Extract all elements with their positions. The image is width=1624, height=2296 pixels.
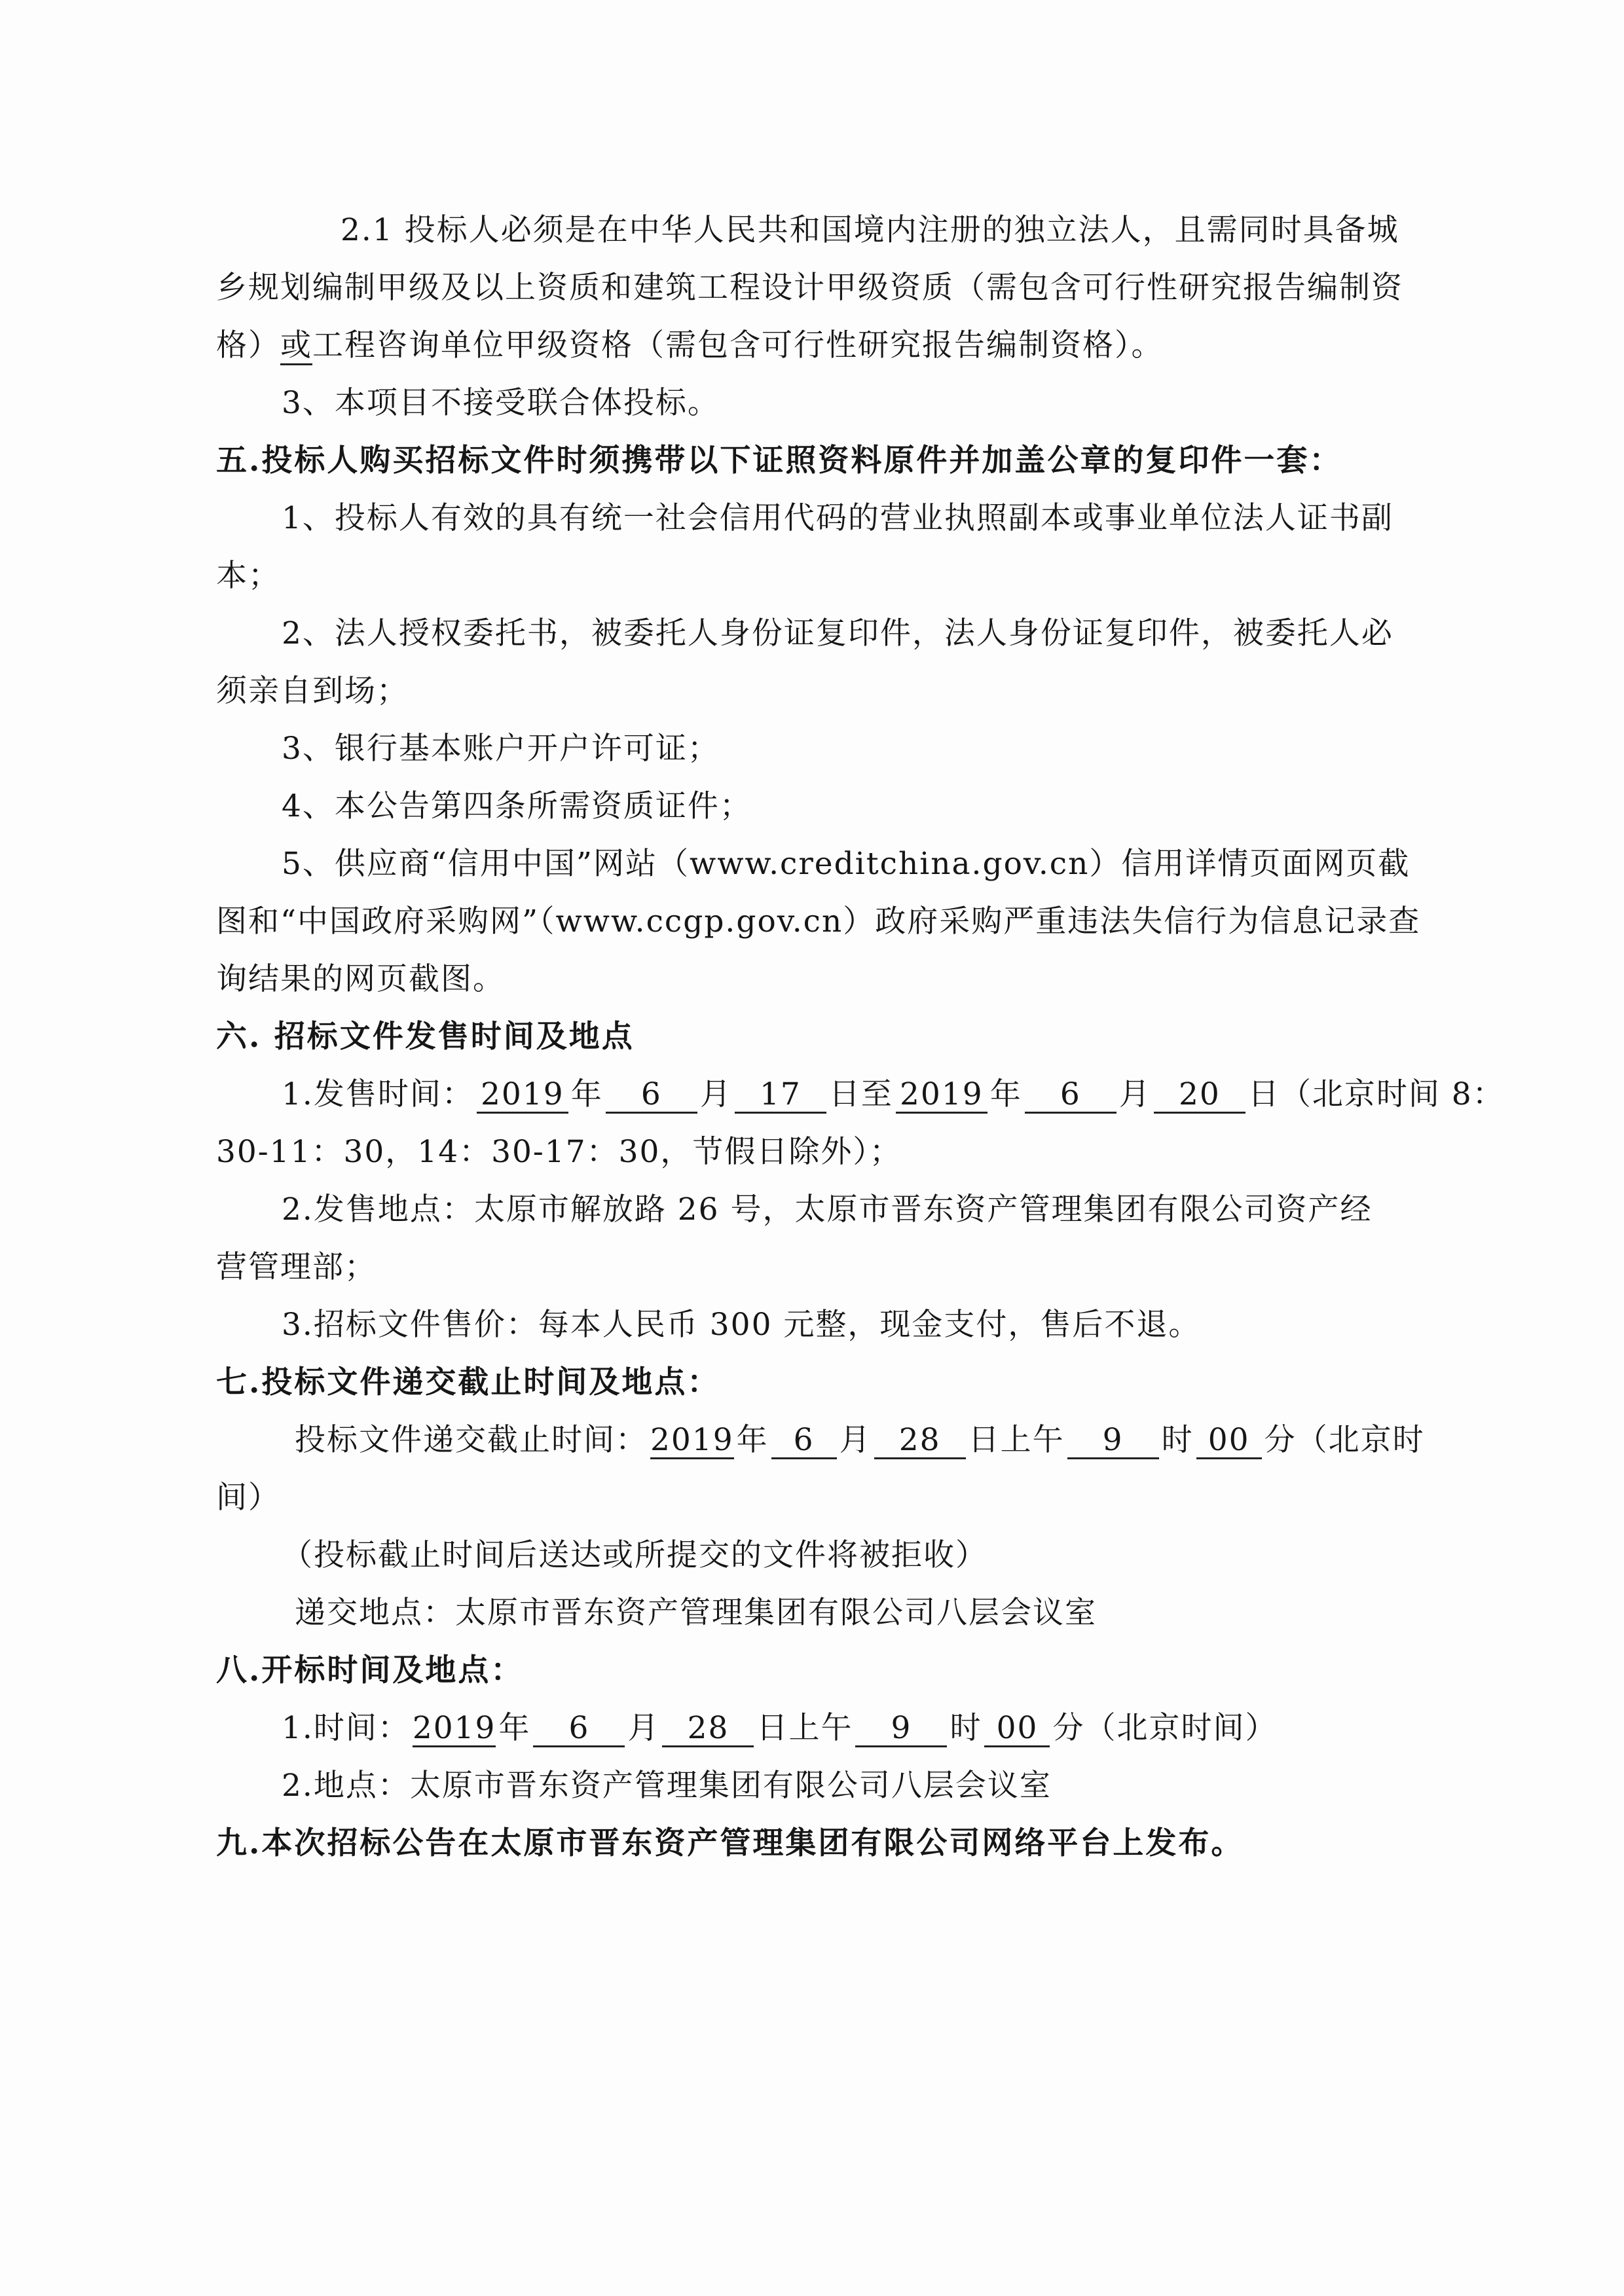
deadline-note: （投标截止时间后送达或所提交的文件将被拒收） (282, 1537, 987, 1573)
text: 图和“中国政府采购网”（www.ccgp.gov.cn）政府采购严重违法失信行为信息记录查 (216, 903, 1421, 939)
underlined-hour: 9 (855, 1711, 947, 1747)
text: 投标文件递交截止时间： (295, 1422, 648, 1458)
underlined-month: 6 (606, 1078, 697, 1114)
deadline-line-2: 间） (216, 1480, 280, 1516)
text: 工程咨询单位甲级资格（需包含可行性研究报告编制资格）。 (312, 327, 1164, 363)
text: 日（北京时间 8： (1247, 1076, 1505, 1112)
underlined-month: 6 (1025, 1078, 1116, 1114)
underlined-minute: 00 (984, 1711, 1050, 1747)
underlined-year: 2019 (412, 1710, 496, 1746)
text: 年 (498, 1710, 531, 1746)
text: 1.时间： (282, 1710, 410, 1746)
text: 月 (627, 1710, 660, 1746)
underlined-day: 20 (1154, 1078, 1246, 1114)
text: 月 (839, 1422, 872, 1458)
text: 月 (699, 1076, 732, 1112)
text: 1、投标人有效的具有统一社会信用代码的营业执照副本或事业单位法人证书副 (282, 500, 1393, 536)
underlined-hour: 9 (1067, 1423, 1159, 1459)
sale-price: 3.招标文件售价：每本人民币 300 元整，现金支付，售后不退。 (282, 1307, 1201, 1343)
text: 年 (570, 1076, 603, 1112)
item-4: 4、本公告第四条所需资质证件； (282, 788, 752, 824)
underlined-month: 6 (533, 1711, 625, 1747)
item-1-line-2: 本； (216, 558, 280, 594)
text: 时 (1161, 1422, 1194, 1458)
underlined-minute: 00 (1196, 1423, 1262, 1459)
underlined-year: 2019 (896, 1078, 987, 1114)
item-3: 3、银行基本账户开户许可证； (282, 731, 720, 767)
text: 2.1 投标人必须是在中华人民共和国境内注册的独立法人，且需同时具备城 (341, 212, 1399, 248)
underlined-text: 或 (280, 327, 312, 365)
underlined-year: 2019 (477, 1078, 568, 1114)
item-5-line-2 (216, 901, 1421, 943)
text: 时 (950, 1710, 982, 1746)
sale-time-line-1 (282, 1074, 1505, 1116)
text: 格） (216, 327, 280, 363)
text: 日上午 (756, 1710, 853, 1746)
text: 1.发售时间： (282, 1076, 474, 1112)
section-6-heading: 六. 招标文件发售时间及地点 (216, 1019, 635, 1055)
text: 日上午 (968, 1422, 1065, 1458)
text: 分（北京时间） (1052, 1710, 1278, 1746)
text: 2.发售地点：太原市解放路 26 号，太原市晋东资产管理集团有限公司资产经 (282, 1192, 1373, 1228)
section-8-heading: 八.开标时间及地点： (216, 1652, 524, 1688)
qualification-para-line-2 (216, 267, 1421, 309)
text: 日至 (828, 1076, 893, 1112)
item-2-line-1 (282, 613, 1421, 655)
opening-place: 2.地点：太原市晋东资产管理集团有限公司八层会议室 (282, 1768, 1052, 1804)
sale-time-line-2: 30-11：30，14：30-17：30，节假日除外）； (216, 1134, 902, 1170)
text: 分（北京时 (1264, 1422, 1425, 1458)
section-9-heading: 九.本次招标公告在太原市晋东资产管理集团有限公司网络平台上发布。 (216, 1825, 1244, 1861)
item-5-line-3: 询结果的网页截图。 (216, 961, 505, 997)
underlined-month: 6 (771, 1423, 837, 1459)
item-2-line-2: 须亲自到场； (216, 673, 409, 709)
item-5-line-1 (282, 843, 1421, 885)
underlined-day: 28 (874, 1423, 966, 1459)
qualification-para-line-3 (216, 325, 1164, 367)
deadline-line-1 (295, 1419, 1425, 1461)
section-5-heading: 五.投标人购买招标文件时须携带以下证照资料原件并加盖公章的复印件一套： (216, 443, 1342, 479)
item-1-line-1 (282, 498, 1421, 539)
opening-time (282, 1707, 1277, 1749)
text: 乡规划编制甲级及以上资质和建筑工程设计甲级资质（需包含可行性研究报告编制资 (216, 270, 1403, 306)
text: 5、供应商“信用中国”网站（www.creditchina.gov.cn）信用详情页面网页截 (282, 846, 1411, 882)
text: 月 (1118, 1076, 1151, 1112)
text: 2、法人授权委托书，被委托人身份证复印件，法人身份证复印件，被委托人必 (282, 615, 1393, 651)
section-7-heading: 七.投标文件递交截止时间及地点： (216, 1364, 720, 1400)
underlined-day: 17 (735, 1078, 826, 1114)
underlined-day: 28 (662, 1711, 754, 1747)
sale-place-line-2: 营管理部； (216, 1249, 377, 1285)
submission-place: 递交地点：太原市晋东资产管理集团有限公司八层会议室 (295, 1595, 1097, 1631)
underlined-year: 2019 (650, 1422, 734, 1458)
text: 年 (736, 1422, 769, 1458)
consortium-note: 3、本项目不接受联合体投标。 (282, 385, 720, 421)
sale-place-line-1 (282, 1189, 1421, 1231)
qualification-para-line-1 (341, 210, 1421, 251)
text: 年 (989, 1076, 1022, 1112)
